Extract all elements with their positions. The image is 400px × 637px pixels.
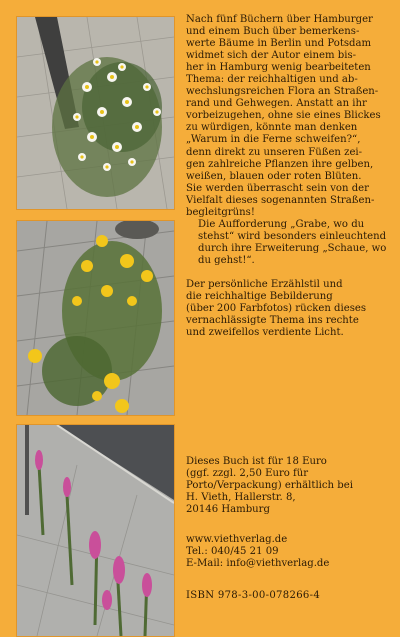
text-line: vernachlässigte Thema ins rechte (186, 315, 359, 327)
contact-info (186, 534, 390, 570)
text-line: und zweifellos verdiente Licht. (186, 327, 344, 339)
photo-chamomile (16, 16, 175, 210)
contact-line: Tel.: 040/45 21 09 (186, 546, 279, 558)
order-line: 20146 Hamburg (186, 504, 270, 516)
text-line: durch ihre Erweiterung „Schaue, wo (198, 242, 387, 254)
text-line: wechslungsreichen Flora an Straßen- (186, 86, 379, 98)
text-line: her in Hamburg wenig bearbeiteten (186, 62, 371, 74)
order-line: (ggf. zzgl. 2,50 Euro für (186, 468, 309, 480)
text-line: zu würdigen, könnte man denken (186, 122, 358, 134)
order-line: Porto/Verpackung) erhältlich bei (186, 480, 353, 492)
text-line: vorbeizugehen, ohne sie eines Blickes (186, 110, 381, 122)
contact-line: E-Mail: info@viethverlag.de (186, 558, 330, 570)
text-line: und einem Buch über bemerkens- (186, 26, 360, 38)
isbn-number: ISBN 978-3-00-078266-4 (186, 590, 321, 601)
order-info (186, 456, 390, 516)
text-line: (über 200 Farbfotos) rücken dieses (186, 303, 367, 315)
text-line: begleitgrüns! (186, 206, 255, 218)
text-line: „Warum in die Ferne schweifen?“, (186, 134, 361, 146)
text-line: werte Bäume in Berlin und Potsdam (186, 38, 372, 50)
text-line: denn direkt zu unseren Füßen zei- (186, 146, 363, 158)
text-line: Der persönliche Erzählstil und (186, 278, 343, 290)
text-line: gen zahlreiche Pflanzen ihre gelben, (186, 158, 374, 170)
text-line: Thema: der reichhaltigen und ab- (186, 74, 358, 86)
order-line: H. Vieth, Hallerstr. 8, (186, 492, 296, 504)
contact-line: www.viethverlag.de (186, 534, 288, 545)
text-line: Vielfalt dieses sogenannten Straßen- (186, 194, 375, 206)
intro-text (186, 14, 390, 339)
photo-ragwort (16, 220, 175, 416)
photo-fireweed (16, 424, 175, 637)
text-line: stehst“ wird besonders einleuchtend (198, 230, 387, 242)
text-line: die reichhaltige Bebilderung (186, 291, 333, 303)
text-line: du gehst!“. (198, 254, 255, 266)
paragraph-intro (186, 14, 390, 219)
text-line: rand und Gehwegen. Anstatt an ihr (186, 98, 367, 110)
paragraph-quote (186, 219, 390, 267)
text-line: weißen, blauen oder roten Blüten. (186, 170, 362, 182)
text-line: widmet sich der Autor einem bis- (186, 50, 357, 62)
order-line: Dieses Buch ist für 18 Euro (186, 456, 327, 467)
text-line: Nach fünf Büchern über Hamburger (186, 14, 373, 25)
text-line: Sie werden überrascht sein von der (186, 182, 369, 194)
text-line: Die Aufforderung „Grabe, wo du (198, 218, 365, 230)
paragraph-style (186, 279, 390, 339)
